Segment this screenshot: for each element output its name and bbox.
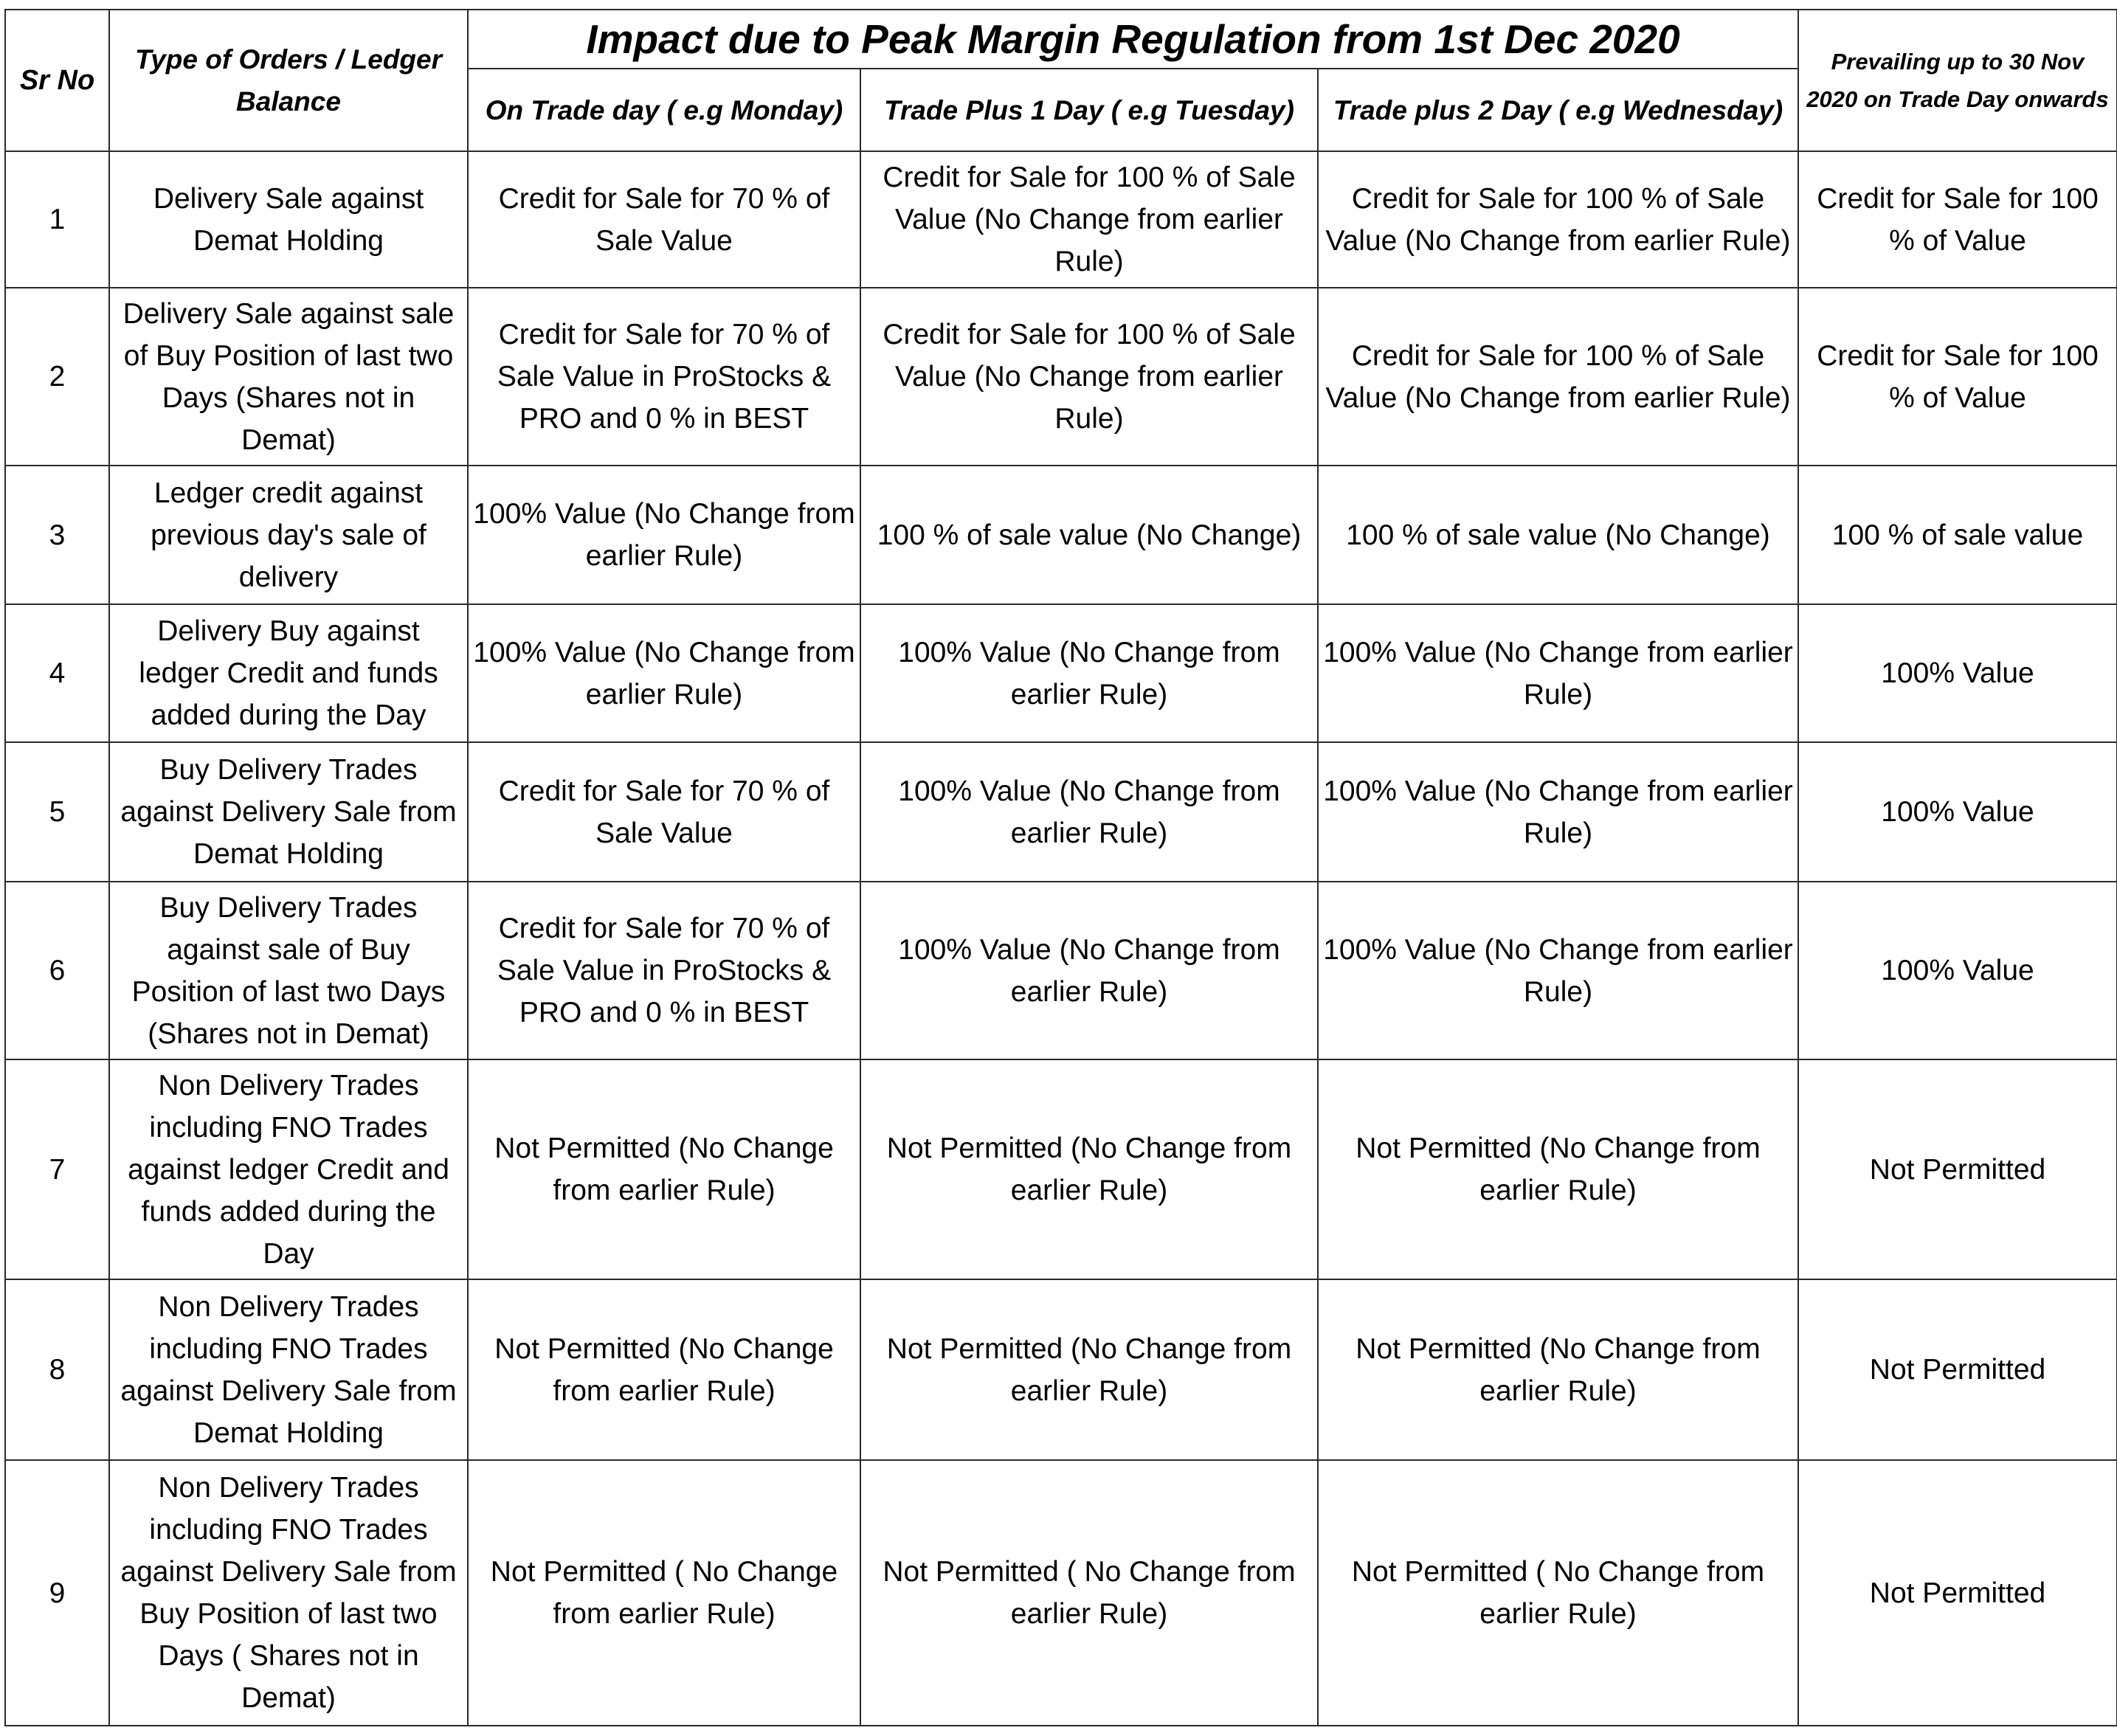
peak-margin-table xyxy=(4,9,2117,1726)
cell-prevailing: Credit for Sale for 100 % of Value xyxy=(1798,151,2117,288)
table-row xyxy=(5,1460,2117,1726)
table-row xyxy=(5,466,2117,604)
cell-trade-plus-2: 100 % of sale value (No Change) xyxy=(1318,466,1798,604)
cell-type: Buy Delivery Trades against Delivery Sale from Demat Holding xyxy=(109,742,468,882)
table-row xyxy=(5,1059,2117,1279)
cell-sr-no: 9 xyxy=(5,1460,109,1726)
cell-prevailing: Credit for Sale for 100 % of Value xyxy=(1798,288,2117,466)
cell-type: Delivery Sale against sale of Buy Position of last two Days (Shares not in Demat) xyxy=(109,288,468,466)
table-row xyxy=(5,1279,2117,1460)
cell-trade-plus-2: 100% Value (No Change from earlier Rule) xyxy=(1318,604,1798,742)
cell-trade-day: 100% Value (No Change from earlier Rule) xyxy=(468,604,860,742)
cell-type: Non Delivery Trades including FNO Trades against ledger Credit and funds added during the Day xyxy=(109,1059,468,1279)
cell-prevailing: 100% Value xyxy=(1798,882,2117,1059)
cell-trade-day: Credit for Sale for 70 % of Sale Value in ProStocks & PRO and 0 % in BEST xyxy=(468,288,860,466)
header-trade-day: On Trade day ( e.g Monday) xyxy=(468,69,860,151)
cell-type: Delivery Buy against ledger Credit and funds added during the Day xyxy=(109,604,468,742)
header-sr-no: Sr No xyxy=(5,10,109,151)
cell-sr-no: 1 xyxy=(5,151,109,288)
cell-trade-day: 100% Value (No Change from earlier Rule) xyxy=(468,466,860,604)
cell-trade-plus-1: 100 % of sale value (No Change) xyxy=(860,466,1318,604)
cell-sr-no: 4 xyxy=(5,604,109,742)
header-trade-plus-1: Trade Plus 1 Day ( e.g Tuesday) xyxy=(860,69,1318,151)
header-prevailing: Prevailing up to 30 Nov 2020 on Trade Day onwards xyxy=(1798,10,2117,151)
cell-trade-plus-1: Credit for Sale for 100 % of Sale Value (No Change from earlier Rule) xyxy=(860,288,1318,466)
cell-trade-plus-1: Not Permitted ( No Change from earlier Rule) xyxy=(860,1460,1318,1726)
cell-trade-day: Not Permitted (No Change from earlier Rule) xyxy=(468,1059,860,1279)
cell-trade-plus-2: 100% Value (No Change from earlier Rule) xyxy=(1318,882,1798,1059)
cell-sr-no: 6 xyxy=(5,882,109,1059)
cell-trade-day: Not Permitted ( No Change from earlier Rule) xyxy=(468,1460,860,1726)
cell-prevailing: Not Permitted xyxy=(1798,1059,2117,1279)
cell-trade-day: Credit for Sale for 70 % of Sale Value xyxy=(468,742,860,882)
table-row xyxy=(5,742,2117,882)
cell-sr-no: 2 xyxy=(5,288,109,466)
cell-trade-plus-2: Not Permitted ( No Change from earlier Rule) xyxy=(1318,1460,1798,1726)
cell-trade-plus-1: Credit for Sale for 100 % of Sale Value (No Change from earlier Rule) xyxy=(860,151,1318,288)
cell-trade-plus-1: Not Permitted (No Change from earlier Rule) xyxy=(860,1279,1318,1460)
cell-trade-plus-2: 100% Value (No Change from earlier Rule) xyxy=(1318,742,1798,882)
table-row xyxy=(5,604,2117,742)
cell-trade-plus-1: Not Permitted (No Change from earlier Rule) xyxy=(860,1059,1318,1279)
cell-sr-no: 7 xyxy=(5,1059,109,1279)
cell-type: Non Delivery Trades including FNO Trades against Delivery Sale from Demat Holding xyxy=(109,1279,468,1460)
cell-prevailing: 100 % of sale value xyxy=(1798,466,2117,604)
cell-sr-no: 5 xyxy=(5,742,109,882)
cell-type: Delivery Sale against Demat Holding xyxy=(109,151,468,288)
table-row xyxy=(5,882,2117,1059)
header-type-of-orders: Type of Orders / Ledger Balance xyxy=(109,10,468,151)
cell-trade-day: Credit for Sale for 70 % of Sale Value xyxy=(468,151,860,288)
cell-trade-plus-2: Credit for Sale for 100 % of Sale Value (No Change from earlier Rule) xyxy=(1318,151,1798,288)
cell-trade-plus-2: Credit for Sale for 100 % of Sale Value (No Change from earlier Rule) xyxy=(1318,288,1798,466)
cell-prevailing: Not Permitted xyxy=(1798,1279,2117,1460)
table-row xyxy=(5,288,2117,466)
cell-type: Buy Delivery Trades against sale of Buy Position of last two Days (Shares not in Demat) xyxy=(109,882,468,1059)
table-row xyxy=(5,151,2117,288)
cell-prevailing: Not Permitted xyxy=(1798,1460,2117,1726)
cell-trade-day: Not Permitted (No Change from earlier Rule) xyxy=(468,1279,860,1460)
cell-type: Non Delivery Trades including FNO Trades against Delivery Sale from Buy Position of last two Days ( Shares not in Demat) xyxy=(109,1460,468,1726)
header-impact-title: Impact due to Peak Margin Regulation from 1st Dec 2020 xyxy=(468,10,1798,69)
cell-prevailing: 100% Value xyxy=(1798,742,2117,882)
cell-sr-no: 3 xyxy=(5,466,109,604)
header-trade-plus-2: Trade plus 2 Day ( e.g Wednesday) xyxy=(1318,69,1798,151)
cell-prevailing: 100% Value xyxy=(1798,604,2117,742)
cell-trade-plus-1: 100% Value (No Change from earlier Rule) xyxy=(860,742,1318,882)
cell-trade-plus-1: 100% Value (No Change from earlier Rule) xyxy=(860,882,1318,1059)
header-row-1 xyxy=(5,10,2117,69)
cell-trade-day: Credit for Sale for 70 % of Sale Value in ProStocks & PRO and 0 % in BEST xyxy=(468,882,860,1059)
cell-sr-no: 8 xyxy=(5,1279,109,1460)
cell-trade-plus-1: 100% Value (No Change from earlier Rule) xyxy=(860,604,1318,742)
cell-type: Ledger credit against previous day's sale of delivery xyxy=(109,466,468,604)
cell-trade-plus-2: Not Permitted (No Change from earlier Rule) xyxy=(1318,1059,1798,1279)
cell-trade-plus-2: Not Permitted (No Change from earlier Rule) xyxy=(1318,1279,1798,1460)
